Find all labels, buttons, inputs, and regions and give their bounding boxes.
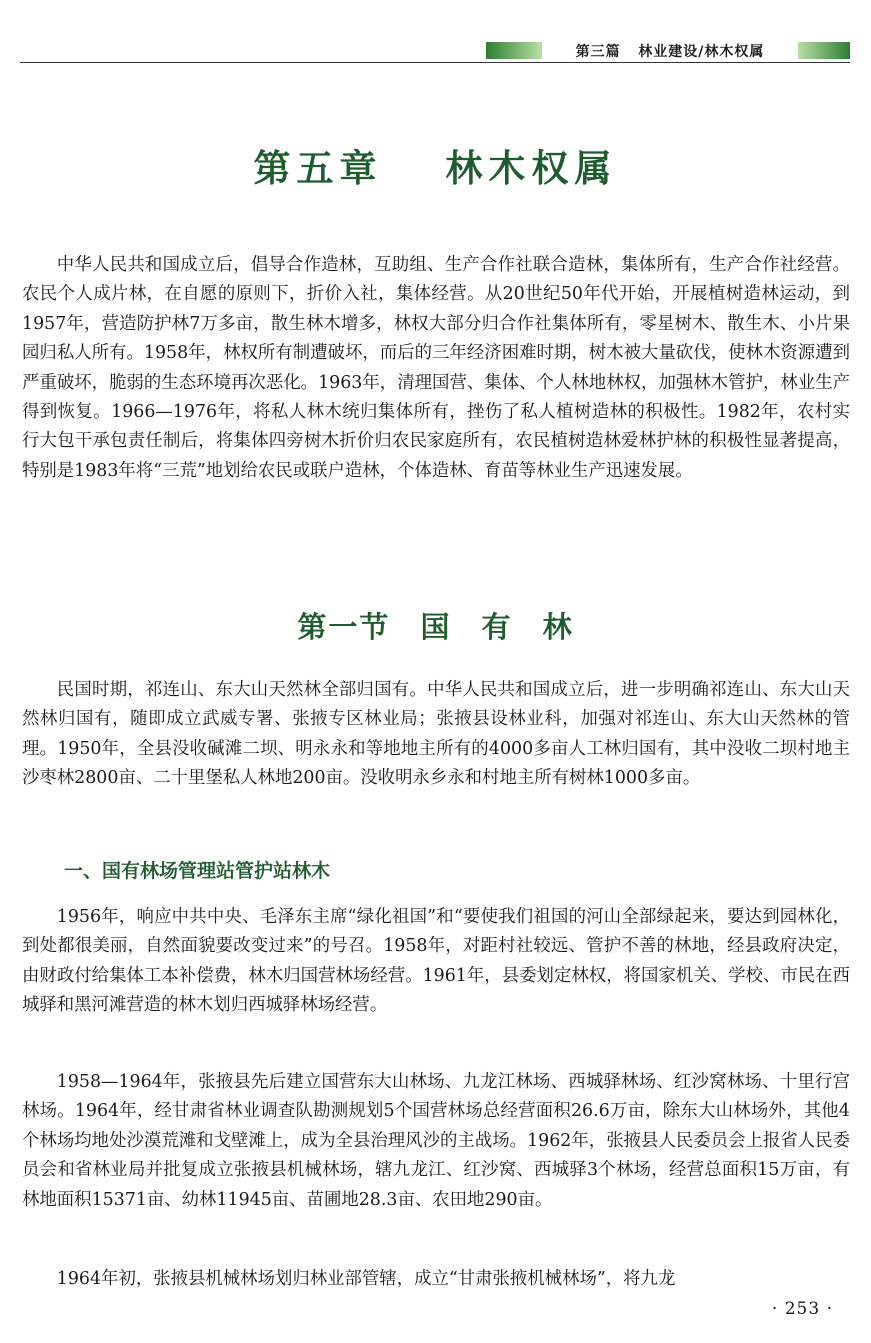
running-header bbox=[486, 42, 850, 59]
intro-paragraph: 中华人民共和国成立后，倡导合作造林，互助组、生产合作社联合造林，集体所有，生产合作社经营。农民个人成片林，在自愿的原则下，折价入社，集体经营。从20世纪50年代开始，开展植树造林运动，到1957年，营造防护林7万多亩，散生林木增多，林权大部分归合作社集体所有，零星树木、散生木、小片果园归私人所有。1958年，林权所有制遭破坏，而后的三年经济困难时期，树木被大量砍伐，使林木资源遭到严重破坏，脆弱的生态环境再次恶化。1963年，清理国营、集体、个人林地林权，加强林木管护，林业生产得到恢复。1966—1976年，将私人林木统归集体所有，挫伤了私人植树造林的积极性。1982年，农村实行大包干承包责任制后，将集体四旁树木折价归农民家庭所有，农民植树造林爱林护林的积极性显著提高，特别是1983年将“三荒”地划给农民或联户造林，个体造林、育苗等林业生产迅速发展。 bbox=[22, 255, 850, 481]
header-gradient-right bbox=[798, 42, 850, 59]
section-title: 第一节 国 有 林 bbox=[297, 610, 574, 644]
subsection-paragraph-3: 1964年初，张掖县机械林场划归林业部管辖，成立“甘肃张掖机械林场”，将九龙 bbox=[56, 1269, 676, 1289]
header-section: 林业建设/林木权属 bbox=[638, 43, 765, 60]
subsection-paragraph-1: 1956年，响应中共中央、毛泽东主席“绿化祖国”和“要使我们祖国的河山全部绿起来，要达到园林化，到处都很美丽，自然面貌要改变过来”的号召。1958年，对距村社较远、管护不善的林地，经县政府决定，由财政付给集体工本补偿费，林木归国营林场经营。1961年，县委划定林权，将国家机关、学校、市民在西城驿和黑河滩营造的林木划归西城驿林场经营。 bbox=[22, 907, 850, 1016]
section1-paragraph: 民国时期，祁连山、东大山天然林全部归国有。中华人民共和国成立后，进一步明确祁连山、东大山天然林归国有，随即成立武威专署、张掖专区林业局；张掖县设林业科，加强对祁连山、东大山天然林的管理。1950年，全县没收碱滩二坝、明永永和等地地主所有的4000多亩人工林归国有，其中没收二坝村地主沙枣林2800亩、二十里堡私人林地200亩。没收明永乡永和村地主所有树林1000多亩。 bbox=[22, 680, 850, 789]
chapter-title: 第五章 林木权属 bbox=[253, 147, 618, 190]
header-rule bbox=[20, 62, 850, 63]
header-part: 第三篇 bbox=[575, 43, 621, 60]
page-number: · 253 · bbox=[771, 1299, 833, 1319]
header-gradient-left bbox=[486, 42, 542, 59]
subsection-title: 一、国有林场管理站管护站林木 bbox=[64, 860, 331, 882]
subsection-paragraph-2: 1958—1964年，张掖县先后建立国营东大山林场、九龙江林场、西城驿林场、红沙窝林场、十里行宫林场。1964年，经甘肃省林业调查队勘测规划5个国营林场总经营面积26.6万亩，除东大山林场外，其他4个林场均地处沙漠荒滩和戈壁滩上，成为全县治理风沙的主战场。1962年，张掖县人民委员会上报省人民委员会和省林业局并批复成立张掖县机械林场，辖九龙江、红沙窝、西城驿3个林场，经营总面积15万亩，有林地面积15371亩、幼林11945亩、苗圃地28.3亩、农田地290亩。 bbox=[22, 1072, 850, 1210]
header-text bbox=[542, 41, 798, 61]
